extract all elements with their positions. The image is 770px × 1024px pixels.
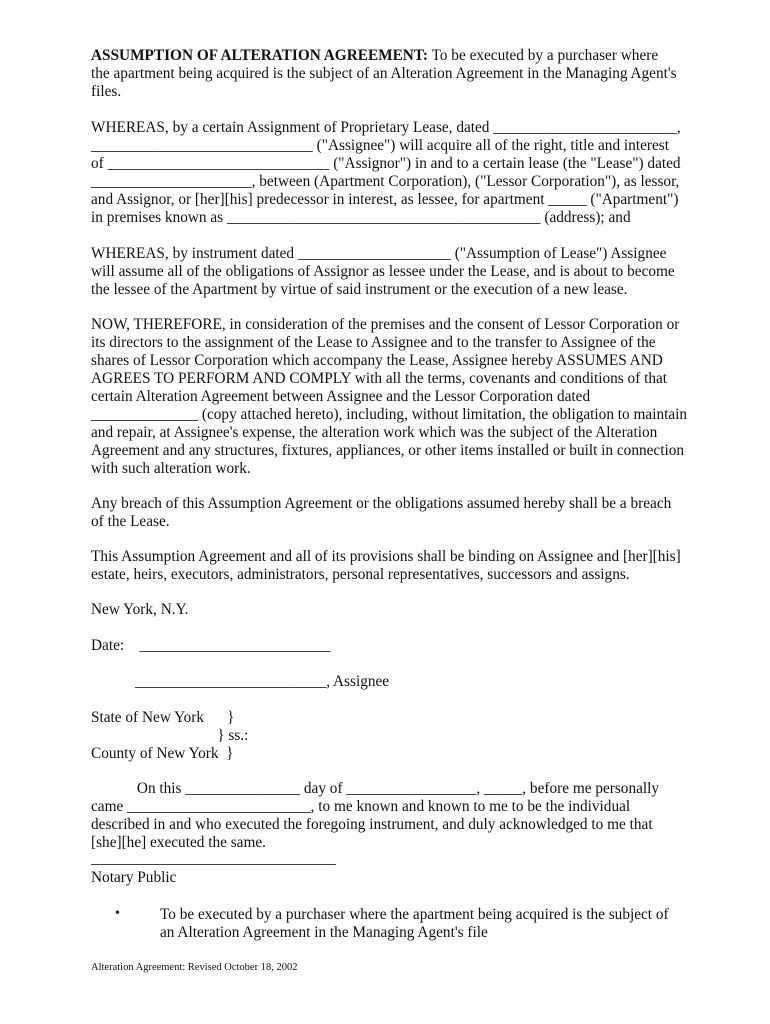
now-therefore-line: and repair, at Assignee's expense, the alteration work which was the subject of the Alteration	[91, 424, 658, 441]
whereas1-line: _____________________________ ("Assignee") will acquire all of the right, title and interest	[91, 137, 669, 154]
heading-line	[91, 47, 658, 65]
venue-state-line: State of New York }	[91, 709, 235, 726]
assignee-signature-line: _________________________, Assignee	[135, 673, 390, 690]
intro-line: files.	[91, 83, 122, 100]
bullet-note-line: To be executed by a purchaser where the apartment being acquired is the subject of	[160, 906, 669, 923]
now-therefore-line: ______________ (copy attached hereto), including, without limitation, the obligation to maintain	[91, 406, 688, 423]
intro-line: the apartment being acquired is the subject of an Alteration Agreement in the Managing Agent's	[91, 65, 677, 82]
binding-line: This Assumption Agreement and all of its provisions shall be binding on Assignee and [her][his]	[91, 548, 681, 565]
breach-line: of the Lease.	[91, 513, 170, 530]
whereas1-line: in premises known as _________________________________________ (address); and	[91, 209, 631, 226]
whereas2-line: WHEREAS, by instrument dated ____________________ ("Assumption of Lease") Assignee	[91, 245, 667, 262]
page-footer: Alteration Agreement: Revised October 18, 2002	[91, 962, 298, 973]
now-therefore-line: shares of Lessor Corporation which accompany the Lease, Assignee hereby ASSUMES AND	[91, 352, 663, 369]
breach-line: Any breach of this Assumption Agreement or the obligations assumed hereby shall be a breach	[91, 495, 672, 512]
venue-ss-line: } ss.:	[91, 727, 249, 744]
acknowledgment-line: On this _______________ day of _________________, _____, before me personally	[91, 780, 660, 797]
now-therefore-line: certain Alteration Agreement between Assignee and the Lessor Corporation dated	[91, 388, 591, 405]
whereas2-line: the lessee of the Apartment by virtue of said instrument or the execution of a new lease.	[91, 281, 628, 298]
bullet-note-line: an Alteration Agreement in the Managing Agent's file	[160, 924, 488, 941]
now-therefore-line: NOW, THEREFORE, in consideration of the premises and the consent of Lessor Corporation or	[91, 316, 680, 333]
heading-continuation: To be executed by a purchaser where	[428, 47, 659, 64]
acknowledgment-line: described in and who executed the foregoing instrument, and duly acknowledged to me that	[91, 816, 653, 833]
binding-line: estate, heirs, executors, administrators, personal representatives, successors and assigns.	[91, 566, 630, 583]
whereas1-line: WHEREAS, by a certain Assignment of Proprietary Lease, dated ________________________,	[91, 119, 681, 136]
venue-county-line: County of New York }	[91, 745, 234, 762]
whereas1-line: _____________________, between (Apartment Corporation), ("Lessor Corporation"), as lessor,	[91, 173, 680, 190]
acknowledgment-line: [she][he] executed the same.	[91, 834, 266, 851]
date-line: Date: _________________________	[91, 637, 331, 654]
place-line: New York, N.Y.	[91, 601, 189, 618]
bullet-icon: •	[115, 906, 120, 921]
document-heading: ASSUMPTION OF ALTERATION AGREEMENT:	[91, 47, 429, 64]
whereas2-line: will assume all of the obligations of Assignor as lessee under the Lease, and is about to become	[91, 263, 675, 280]
now-therefore-line: with such alteration work.	[91, 460, 251, 477]
notary-label: Notary Public	[91, 869, 177, 886]
now-therefore-line: its directors to the assignment of the Lease to Assignee and to the transfer to Assignee of the	[91, 334, 656, 351]
now-therefore-line: Agreement and any structures, fixtures, appliances, or other items installed or built in connection	[91, 442, 685, 459]
now-therefore-line: AGREES TO PERFORM AND COMPLY with all the terms, covenants and conditions of that	[91, 370, 668, 387]
acknowledgment-line: came ________________________, to me known and known to me to be the individual	[91, 798, 631, 815]
whereas1-line: of _____________________________ ("Assignor") in and to a certain lease (the "Lease") dated	[91, 155, 681, 172]
whereas1-line: and Assignor, or [her][his] predecessor in interest, as lessee, for apartment _____ ("Apartment")	[91, 191, 679, 208]
notary-signature-rule: ________________________________	[91, 850, 336, 867]
